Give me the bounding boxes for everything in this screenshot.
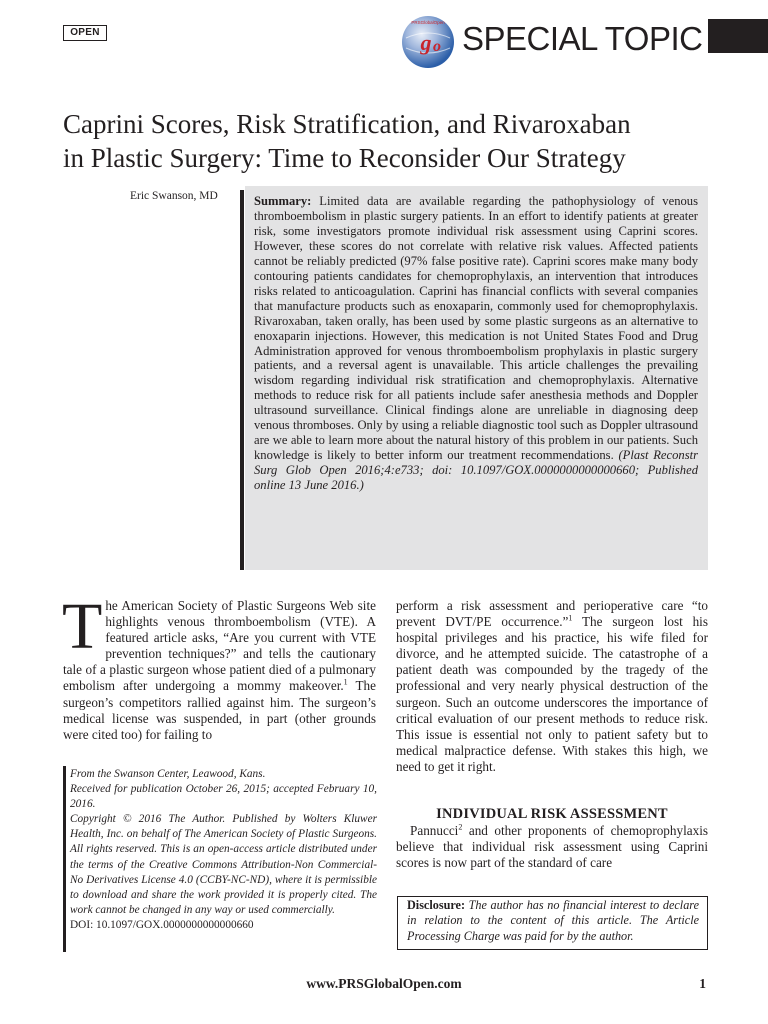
drop-cap: T (62, 590, 103, 663)
doi-line[interactable]: DOI: 10.1097/GOX.0000000000000660 (70, 918, 254, 931)
disclosure-label: Disclosure: (407, 898, 465, 912)
paragraph-continued: perform a risk assessment and perioperative care “to prevent DVT/PE occurrence.” (396, 598, 708, 630)
reference-marker[interactable]: 2 (458, 822, 463, 832)
copyright-notice: Copyright © 2016 The Author. Published by Wolters Kluwer Health, Inc. on behalf of The American Society of Plastic Surgeons. All rights reserved. This is an open-access article distributed under the terms of the Creative Commons Attribution-Non Commercial-No Derivatives License 4.0 (CCBY-NC-ND), where it is permissible to download and share the work provided it is properly cited. The work cannot be changed in any way or used commercially. (70, 813, 377, 916)
footer-url[interactable]: www.PRSGlobalOpen.com (306, 976, 462, 991)
reference-marker[interactable]: 1 (568, 613, 573, 623)
disclosure-statement (407, 898, 699, 944)
summary-body: Limited data are available regarding the pathophysiology of venous thromboembolism in plastic surgery patients. In an effort to identify patients at greater risk, some investigators promote individual risk assessment using Caprini scores. However, these scores do not correlate with relative risk values. Affected patients cannot be reliably predicted (97% false positive rate). Caprini scores make many body contouring patients candidates for chemoprophylaxis, an intervention that introduces risks related to anticoagulation. Caprini has financial conflicts with several companies that manufacture products such as enoxaparin, commonly used for chemoprophylaxis. Rivaroxaban, taken orally, has been used by some plastic surgeons as an alternative to enoxaparin injections. However, this medication is not United States Food and Drug Administration approved for venous thromboembolism prophylaxis in plastic surgery patients, and a reversal agent is unavailable. This article challenges the prevailing wisdom regarding individual risk stratification and chemoprophylaxis. Alternative methods to reduce risk for all patients include safer anesthesia methods and Doppler ultrasound surveillance. Clinical findings alone are unreliable in diagnosing deep venous thromboses. Only by using a reliable diagnostic tool such as Doppler ultrasound are we able to learn more about the natural history of this problem in our patients. Such knowledge is likely to better inform our treatment recommendations. (254, 194, 698, 463)
abstract-summary (254, 194, 698, 493)
summary-rule (240, 190, 244, 570)
section-label: SPECIAL TOPIC (462, 20, 703, 57)
summary-citation: (Plast Reconstr Surg Glob Open 2016;4:e733; doi: 10.1097/GOX.0000000000000660; Published online 13 June 2016.) (254, 448, 698, 493)
affiliation-from: From the Swanson Center, Leawood, Kans. (70, 768, 266, 780)
section-heading: INDIVIDUAL RISK ASSESSMENT (436, 806, 668, 822)
intro-paragraph: he American Society of Plastic Surgeons Web site highlights venous thromboembolism (VTE). A featured article asks, “Are you current with VTE prevention techniques?” and tells the cautionary tale of a plastic surgeon whose patient died of a pulmonary embolism after undergoing a mommy makeover. (63, 598, 376, 694)
paragraph-start: Pannucci (410, 823, 459, 838)
intro-paragraph-cont: The surgeon’s competitors rallied against him. The surgeon’s medical license was suspended, in part (other grounds were cited too) for failing to (63, 678, 376, 742)
affiliation-rule (63, 766, 66, 952)
paragraph-rest: and other proponents of chemoprophylaxis believe that individual risk assessment using Caprini scores is now part of the standard of care (396, 823, 708, 871)
reference-marker[interactable]: 1 (343, 678, 348, 688)
disclosure-body: The author has no financial interest to declare in relation to the content of this article. The Article Processing Charge was paid for by the author. (407, 898, 699, 943)
title-line-2: in Plastic Surgery: Time to Reconsider Our Strategy (63, 143, 626, 173)
paragraph-continued-2: The surgeon lost his hospital privileges and his practice, his wife filed for divorce, and he attempted suicide. The catastrophe of a patient death was compounded by the tragedy of the professional and very nearly physical destruction of the surgeon. Such an outcome underscores the importance of critical evaluation of our present methods to reduce risk. This issue is essential not only to patient safety but to medical malpractice defense. With stakes this high, we need to get it right. (396, 614, 708, 774)
body-column-right (396, 598, 708, 775)
open-access-badge: OPEN (63, 25, 107, 41)
received-dates: Received for publication October 26, 2015; accepted February 10, 2016. (70, 783, 377, 811)
svg-text:PRSGlobalOpen: PRSGlobalOpen (411, 20, 445, 25)
author-name: Eric Swanson, MD (130, 190, 218, 202)
body-column-left (62, 590, 376, 743)
article-title (63, 107, 723, 175)
affiliation-block (70, 767, 377, 933)
svg-text:o: o (433, 38, 441, 55)
page-number: 1 (699, 976, 706, 991)
summary-label: Summary: (254, 194, 312, 208)
header-bar-decoration (708, 19, 768, 53)
svg-text:g: g (420, 30, 432, 55)
title-line-1: Caprini Scores, Risk Stratification, and Rivaroxaban (63, 109, 631, 139)
risk-assessment-paragraph (396, 823, 708, 871)
prs-global-open-logo-icon (400, 14, 456, 70)
